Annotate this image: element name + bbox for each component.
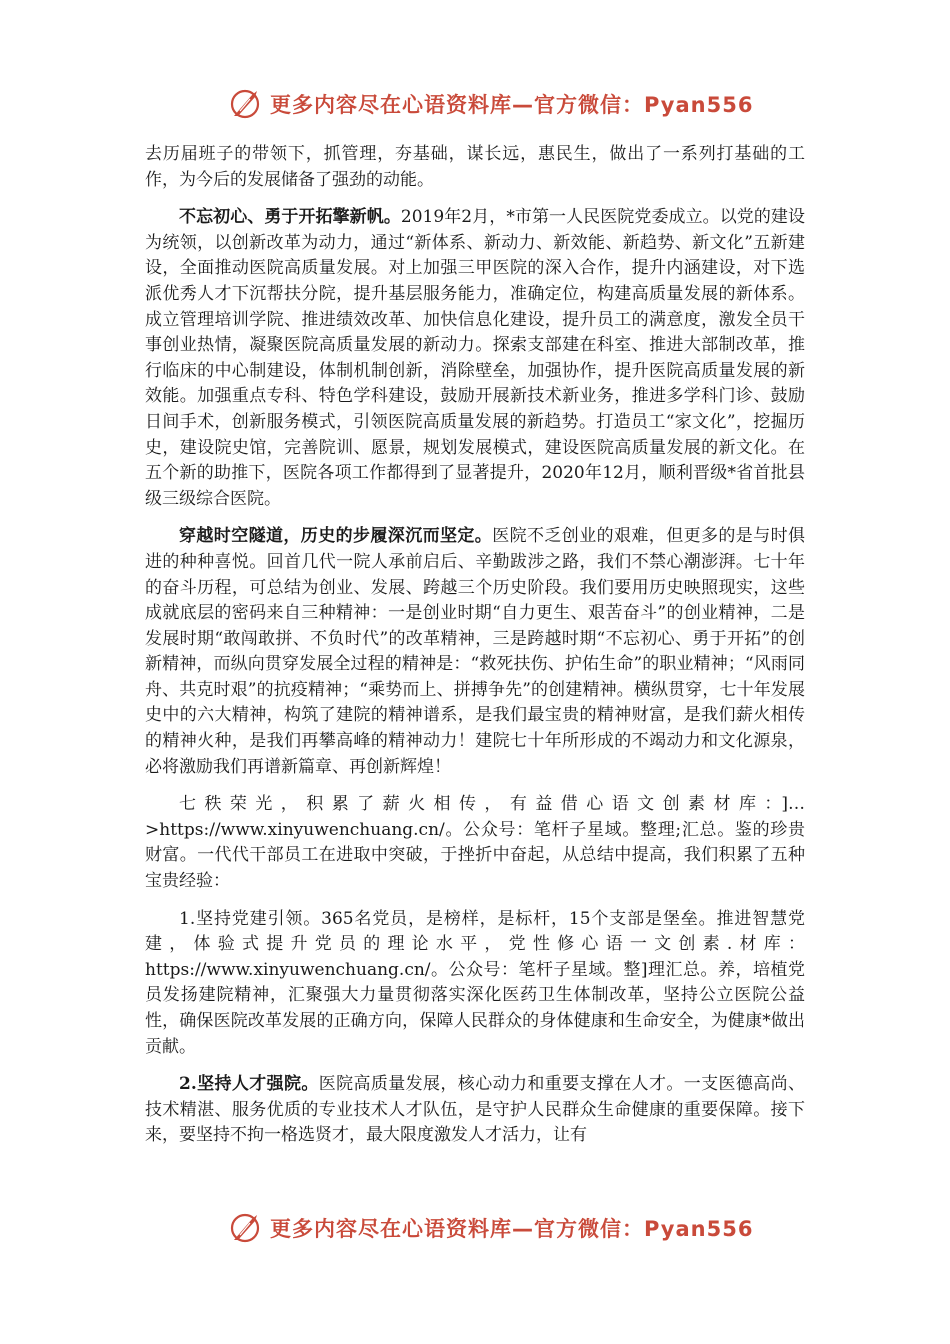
footer-banner bbox=[0, 1208, 950, 1248]
paragraph-6-text: 医院高质量发展，核心动力和重要支撑在人才。一支医德高尚、技术精湛、服务优质的专业技术人才队伍，是守护人民群众生命健康的重要保障。接下来，要坚持不拘一格选贤才，最大限度激发人才活力，让有 bbox=[145, 1074, 806, 1146]
banner-text: 更多内容尽在心语资料库—官方微信：Pyan556 bbox=[270, 93, 754, 117]
paragraph-2-heading: 不忘初心、勇于开拓擎新帆。 bbox=[179, 207, 401, 228]
paragraph-3-text: 医院不乏创业的艰难，但更多的是与时俱进的种种喜悦。回首几代一院人承前启后、辛勤跋涉之路，我们不禁心潮澎湃。七十年的奋斗历程，可总结为创业、发展、跨越三个历史阶段。我们要用历史映照现实，这些成就底层的密码来自三种精神：一是创业时期“自力更生、艰苦奋斗”的创业精神，二是发展时期“敢闯敢拼、不负时代”的改革精神，三是跨越时期“不忘初心、勇于开拓”的创新精神，而纵向贯穿发展全过程的精神是：“救死扶伤、护佑生命”的职业精神；“风雨同舟、共克时艰”的抗疫精神；“乘势而上、拼搏争先”的创建精神。横纵贯穿，七十年发展史中的六大精神，构筑了建院的精神谱系，是我们最宝贵的精神财富，是我们薪火相传的精神火种，是我们再攀高峰的精神动力！建院七十年所形成的不竭动力和文化源泉，必将激励我们再谱新篇章、再创新辉煌！ bbox=[145, 526, 806, 777]
paragraph-1-text: 去历届班子的带领下，抓管理，夯基础，谋长远，惠民生，做出了一系列打基础的工作，为今后的发展储备了强劲的动能。 bbox=[145, 144, 805, 190]
paragraph-6 bbox=[145, 1072, 805, 1149]
paragraph-3 bbox=[145, 524, 805, 780]
document-body bbox=[145, 142, 805, 1161]
paragraph-2 bbox=[145, 205, 805, 512]
paragraph-1 bbox=[145, 142, 805, 193]
header-banner bbox=[0, 84, 950, 124]
quill-logo-icon bbox=[228, 86, 264, 122]
quill-logo-icon bbox=[228, 1210, 264, 1246]
paragraph-3-heading: 穿越时空隧道，历史的步履深沉而坚定。 bbox=[179, 526, 493, 547]
paragraph-4 bbox=[145, 792, 805, 894]
paragraph-4-text: 七秩荣光，积累了薪火相传，有益借心语文创素材库：]…>https://www.xinyuwenchuang.cn/。公众号：笔杆子星域。整理;汇总。鉴的珍贵财富。一代代干部员工在进取中突破，于挫折中奋起，从总结中提高，我们积累了五种宝贵经验： bbox=[145, 794, 805, 892]
paragraph-6-heading: 2.坚持人才强院。 bbox=[179, 1074, 319, 1095]
banner-text: 更多内容尽在心语资料库—官方微信：Pyan556 bbox=[270, 1217, 754, 1241]
paragraph-5 bbox=[145, 907, 805, 1061]
paragraph-2-text: 2019年2月，*市第一人民医院党委成立。以党的建设为统领，以创新改革为动力，通过“新体系、新动力、新效能、新趋势、新文化”五新建设，全面推动医院高质量发展。对上加强三甲医院的深入合作，提升内涵建设，对下选派优秀人才下沉帮扶分院，提升基层服务能力，准确定位，构建高质量发展的新体系。成立管理培训学院、推进绩效改革、加快信息化建设，提升员工的满意度，激发全员干事创业热情，凝聚医院高质量发展的新动力。探索支部建在科室、推进大部制改革，推行临床的中心制建设，体制机制创新，消除壁垒，加强协作，提升医院高质量发展的新效能。加强重点专科、特色学科建设，鼓励开展新技术新业务，推进多学科门诊、鼓励日间手术，创新服务模式，引领医院高质量发展的新趋势。打造员工“家文化”，挖掘历史，建设院史馆，完善院训、愿景，规划发展模式，建设医院高质量发展的新文化。在五个新的助推下，医院各项工作都得到了显著提升，2020年12月，顺利晋级*省首批县级三级综合医院。 bbox=[145, 207, 805, 509]
paragraph-5-text: 1.坚持党建引领。365名党员，是榜样，是标杆，15个支部是堡垒。推进智慧党建，体验式提升党员的理论水平，党性修心语一文创素.材库：https://www.xinyuwenchuang.cn/。公众号：笔杆子星域。整]理汇总。养，培植党员发扬建院精神，汇聚强大力量贯彻落实深化医药卫生体制改革，坚持公立医院公益性，确保医院改革发展的正确方向，保障人民群众的身体健康和生命安全，为健康*做出贡献。 bbox=[145, 908, 805, 1057]
